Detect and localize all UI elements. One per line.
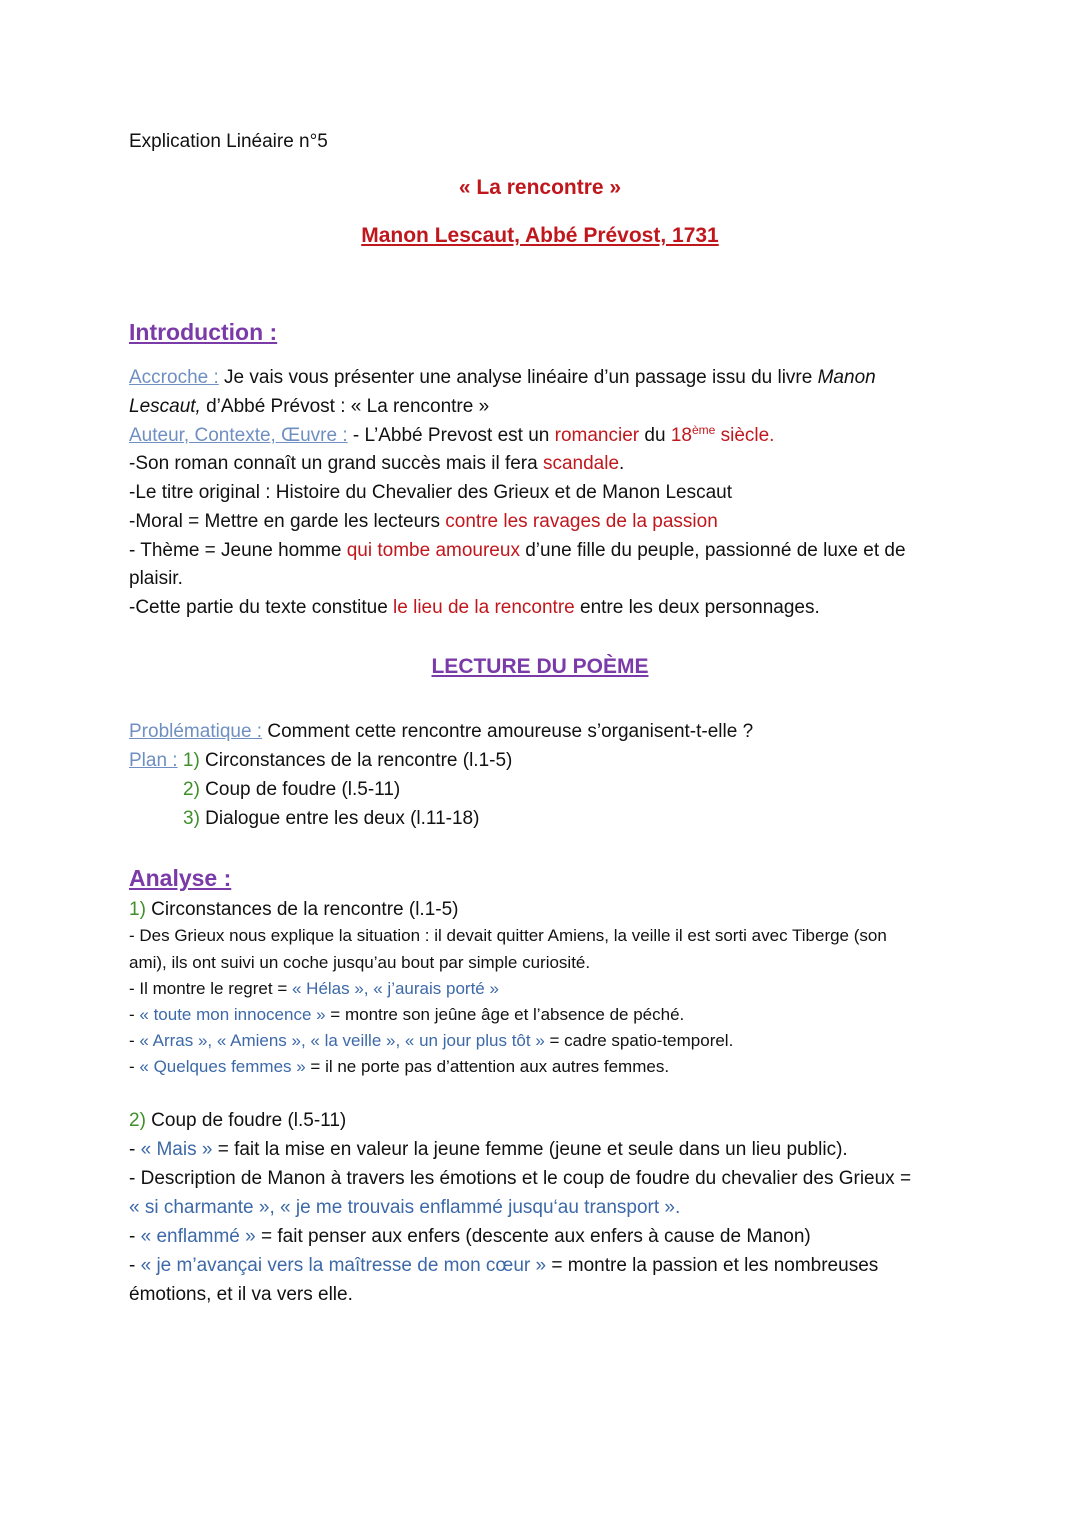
moral-line	[129, 510, 718, 534]
part2-title-text: Coup de foudre (l.5-11)	[145, 1110, 347, 1131]
introduction-heading: Introduction :	[129, 319, 278, 345]
plan-number: 3)	[183, 808, 200, 829]
moral-text: -Moral = Mettre en garde les lecteurs	[129, 511, 446, 532]
partie-text-2: entre les deux personnages.	[574, 597, 820, 618]
plan-text: Dialogue entre les deux (l.11-18)	[199, 808, 480, 829]
lecture-heading-row	[0, 655, 1080, 680]
text: - Il montre le regret =	[129, 979, 292, 998]
auteur-line	[129, 424, 774, 448]
quote: « je m’avançai vers la maîtresse de mon cœur »	[140, 1255, 547, 1276]
accroche-label: Accroche :	[129, 367, 219, 388]
text: -	[129, 1226, 141, 1247]
quote: « Quelques femmes »	[139, 1057, 306, 1076]
text: = fait la mise en valeur la jeune femme (jeune et seule dans un lieu public).	[212, 1139, 848, 1160]
plan-number: 2)	[183, 779, 200, 800]
part2-line-6: émotions, et il va vers elle.	[129, 1284, 353, 1305]
plan-item-1	[129, 749, 512, 773]
quote: « enflammé »	[140, 1226, 256, 1247]
roman-text: -Son roman connaît un grand succès mais il fera	[129, 453, 543, 474]
part2-number: 2)	[129, 1110, 146, 1131]
highlight-lieu: le lieu de la rencontre	[393, 597, 575, 618]
accroche-line-2	[129, 395, 489, 419]
quote: « toute mon innocence »	[139, 1005, 326, 1024]
text: = fait penser aux enfers (descente aux enfers à cause de Manon)	[255, 1226, 811, 1247]
auteur-text: - L’Abbé Prevost est un	[347, 425, 555, 446]
text: -	[129, 1139, 141, 1160]
text: = il ne porte pas d’attention aux autres femmes.	[305, 1057, 670, 1076]
highlight-amoureux: qui tombe amoureux	[346, 540, 520, 561]
theme-text-2: d’une fille du peuple, passionné de luxe et de	[519, 540, 906, 561]
quote: « Hélas », « j’aurais porté »	[291, 979, 499, 998]
part1-line-3	[129, 978, 499, 1000]
part2-line-1	[129, 1138, 848, 1162]
quote: « Mais »	[140, 1139, 213, 1160]
part2-title	[129, 1109, 346, 1133]
part1-title	[129, 898, 459, 922]
part1-line-4	[129, 1004, 684, 1026]
lecture-heading: LECTURE DU POÈME	[431, 655, 649, 678]
subtitle-text: Manon Lescaut, Abbé Prévost, 1731	[361, 224, 719, 247]
roman-end: .	[619, 453, 625, 474]
part1-title-text: Circonstances de la rencontre (l.1-5)	[145, 899, 459, 920]
problematique-text: Comment cette rencontre amoureuse s’organisent-t-elle ?	[262, 721, 754, 742]
plan-label: Plan :	[129, 750, 178, 771]
text: = montre son jeûne âge et l’absence de péché.	[325, 1005, 685, 1024]
text: -	[129, 1005, 140, 1024]
book-title: Manon	[817, 367, 876, 388]
century-superscript: ème	[691, 423, 716, 437]
text: = cadre spatio-temporel.	[544, 1031, 734, 1050]
part2-line-3	[129, 1196, 680, 1220]
text: -	[129, 1057, 140, 1076]
part1-line-1: - Des Grieux nous explique la situation : il devait quitter Amiens, la veille il est sorti avec Tiberge (son	[129, 926, 887, 945]
quote: « Arras », « Amiens », « la veille », « un jour plus tôt »	[139, 1031, 545, 1050]
book-title-cont: Lescaut,	[129, 396, 201, 417]
partie-text: -Cette partie du texte constitue	[129, 597, 394, 618]
theme-line	[129, 539, 906, 563]
plan-item-3	[183, 807, 479, 831]
highlight-passion: contre les ravages de la passion	[445, 511, 718, 532]
document-title: « La rencontre »	[458, 176, 622, 199]
accroche-text-2: d’Abbé Prévost : « La rencontre »	[200, 396, 490, 417]
accroche-text: Je vais vous présenter une analyse linéaire d’un passage issu du livre	[218, 367, 818, 388]
part1-line-6	[129, 1056, 669, 1078]
text: -	[129, 1031, 140, 1050]
plan-text: Coup de foudre (l.5-11)	[199, 779, 401, 800]
theme-text: - Thème = Jeune homme	[129, 540, 347, 561]
auteur-label: Auteur, Contexte, Œuvre :	[129, 425, 348, 446]
analyse-heading: Analyse :	[129, 865, 232, 891]
plan-text: Circonstances de la rencontre (l.1-5)	[199, 750, 513, 771]
theme-line-2: plaisir.	[129, 568, 183, 589]
accroche-line-1	[129, 366, 876, 390]
highlight-scandale: scandale	[542, 453, 620, 474]
plan-number: 1)	[182, 750, 200, 771]
titre-line: -Le titre original : Histoire du Chevalier des Grieux et de Manon Lescaut	[129, 482, 733, 503]
partie-line	[129, 596, 820, 620]
highlight-romancier: romancier	[554, 425, 640, 446]
part1-line-2: ami), ils ont suivi un coche jusqu’au bout par simple curiosité.	[129, 953, 591, 972]
part2-line-5	[129, 1254, 878, 1278]
highlight-siecle: siècle.	[715, 425, 775, 446]
part1-line-5	[129, 1030, 733, 1052]
auteur-text-2: du	[639, 425, 671, 446]
roman-line	[129, 452, 624, 476]
text: = montre la passion et les nombreuses	[546, 1255, 879, 1276]
part2-line-2: - Description de Manon à travers les émotions et le coup de foudre du chevalier des Grieux =	[129, 1168, 912, 1189]
problematique-label: Problématique :	[129, 721, 263, 742]
plan-item-2	[183, 778, 400, 802]
quote: « si charmante », « je me trouvais enflammé jusqu‘au transport ».	[129, 1197, 681, 1218]
problematique-line	[129, 720, 753, 744]
document-label: Explication Linéaire n°5	[129, 131, 328, 152]
part1-number: 1)	[129, 899, 146, 920]
highlight-century: 18	[670, 425, 692, 446]
part2-line-4	[129, 1225, 811, 1249]
text: -	[129, 1255, 141, 1276]
document-subtitle	[0, 224, 1080, 248]
